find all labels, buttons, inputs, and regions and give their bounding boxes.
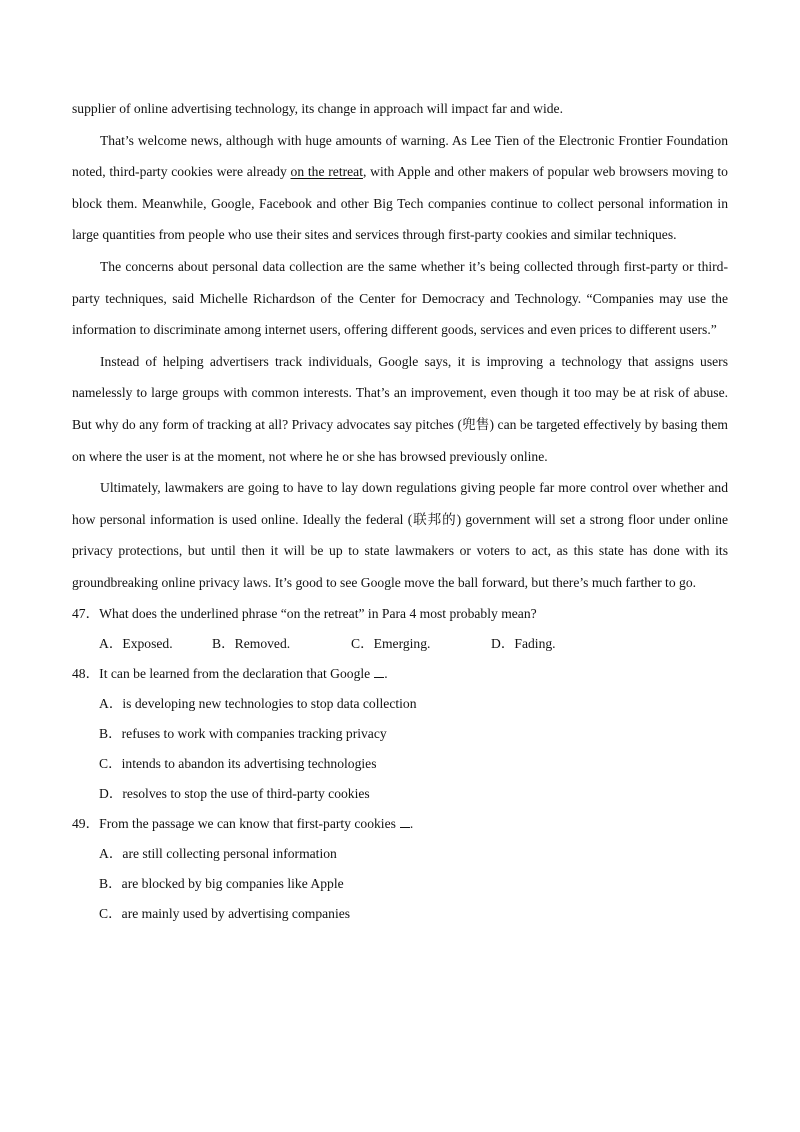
option-b[interactable]: B．refuses to work with companies tracking privacy [99,725,387,741]
paragraph-google-technology: Instead of helping advertisers track individuals, Google says, it is improving a technology that assigns users namelessly to large groups with common interests. That’s an improvement, even though it too may be at risk of abuse. But why do any form of tracking at all? Privacy advocates say pitches (兜售) can be targeted effectively by basing them on where the user is at the moment, not where he or she has browsed previously online. [72,353,728,464]
underlined-phrase: on the retreat [290,164,363,180]
paragraph-lawmakers: Ultimately, lawmakers are going to have to lay down regulations giving people far more control over whether and how personal information is used online. Ideally the federal (联邦的) government will set a strong floor under online privacy protections, but until then it will be up to state lawmakers or voters to act, as this state has done with its groundbreaking online privacy laws. It’s good to see Google move the ball forward, but there’s much farther to go. [72,480,728,590]
option-c[interactable]: C．are mainly used by advertising companies [99,905,351,921]
option-d[interactable]: D．resolves to stop the use of third-party cookies [99,785,370,801]
question-49 [72,809,728,929]
question-stem: 47．What does the underlined phrase “on the retreat” in Para 4 most probably mean? [72,605,537,621]
paragraph-text: , with Apple and other makers of popular web browsers moving to block them. Meanwhile, Google, Facebook and other Big Tech companies continue to collect personal information in large quantities from people who use their sites and services through first-party cookies and similar techniques. [72,164,728,243]
question-stem [72,809,728,839]
option-c[interactable]: C．intends to abandon its advertising technologies [99,755,377,771]
answer-blank [374,667,384,678]
question-stem-text: 49．From the passage we can know that first-party cookies [72,815,396,831]
paragraph-welcome-news [72,125,728,251]
question-stem [72,659,728,689]
option-a[interactable]: A．Exposed. [99,635,173,651]
paragraph-text: That’s welcome news, although with huge amounts of warning. As Lee Tien of the Electronic Frontier Foundation noted, third-party cookies were already [72,132,728,180]
document-page [72,93,728,929]
question-47 [72,599,728,659]
question-stem-end: . [384,665,388,681]
answer-blank [400,817,410,828]
paragraph-concerns: The concerns about personal data collection are the same whether it’s being collected through first-party or third-party techniques, said Michelle Richardson of the Center for Democracy and Technology. “Companies may use the information to discriminate among internet users, offering different goods, services and even prices to different users.” [72,258,728,338]
question-stem-end: . [409,815,414,831]
question-48 [72,659,728,809]
option-a[interactable]: A．is developing new technologies to stop data collection [99,695,417,711]
paragraph-continuation: supplier of online advertising technology, its change in approach will impact far and wide. [72,101,563,116]
option-b[interactable]: B．Removed. [212,635,291,651]
options-row [72,629,728,659]
option-c[interactable]: C．Emerging. [351,635,431,651]
option-a[interactable]: A．are still collecting personal information [99,845,337,861]
question-stem-text: 48．It can be learned from the declaration that Google [72,665,371,681]
option-b[interactable]: B．are blocked by big companies like Apple [99,875,344,891]
option-d[interactable]: D．Fading. [491,635,556,651]
